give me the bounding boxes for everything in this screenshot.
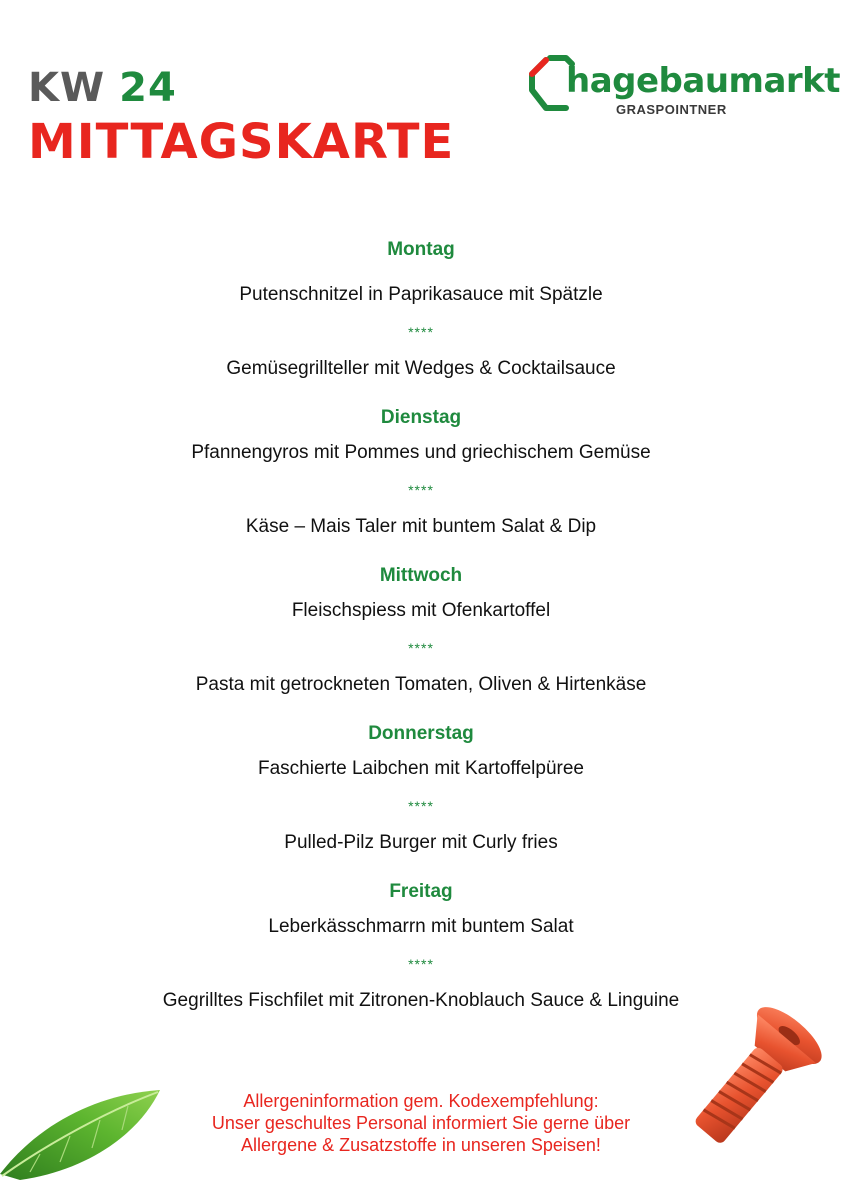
dish-item: Putenschnitzel in Paprikasauce mit Spätzle: [239, 284, 603, 305]
calendar-week-number: 24: [119, 65, 177, 111]
menu-header: [0, 0, 842, 200]
day-block-tuesday: [0, 400, 842, 544]
dish-item: Fleischspiess mit Ofenkartoffel: [291, 600, 551, 621]
dish-item: Pulled-Pilz Burger mit Curly fries: [284, 832, 558, 853]
day-name: Donnerstag: [368, 723, 474, 744]
dish-item: Käse – Mais Taler mit buntem Salat & Dip: [245, 516, 597, 537]
dish-item: Gemüsegrillteller mit Wedges & Cocktailsauce: [226, 358, 616, 379]
day-block-thursday: [0, 716, 842, 860]
logo-brand-name: [566, 61, 841, 101]
dish-separator: ****: [408, 482, 434, 498]
logo-subtitle: GRASPOINTNER: [616, 102, 727, 117]
dish-item: Faschierte Laibchen mit Kartoffelpüree: [258, 758, 584, 779]
page-title: MITTAGSKARTE: [28, 114, 455, 170]
allergen-info: [0, 1090, 842, 1156]
dish-item: Gegrilltes Fischfilet mit Zitronen-Knoblauch Sauce & Linguine: [162, 990, 680, 1011]
dish-item: Pfannengyros mit Pommes und griechischem Gemüse: [191, 442, 651, 463]
day-name: Mittwoch: [379, 565, 463, 586]
hagebaumarkt-logo: [526, 52, 841, 122]
day-name: Montag: [387, 239, 455, 260]
allergen-info-line: Unser geschultes Personal informiert Sie gerne über: [211, 1113, 631, 1133]
calendar-week-label: KW: [28, 65, 106, 111]
day-name: Dienstag: [380, 407, 462, 428]
weekly-menu: [0, 232, 842, 1018]
day-block-monday: [0, 232, 842, 386]
logo-brand-part2: markt: [728, 61, 841, 101]
day-block-friday: [0, 874, 842, 1018]
calendar-week: [28, 65, 177, 111]
allergen-info-line: Allergene & Zusatzstoffe in unseren Speisen!: [241, 1135, 601, 1155]
dish-separator: ****: [408, 640, 434, 656]
allergen-info-line: Allergeninformation gem. Kodexempfehlung:: [243, 1091, 599, 1111]
dish-item: Pasta mit getrockneten Tomaten, Oliven & Hirtenkäse: [195, 674, 647, 695]
dish-separator: ****: [408, 956, 434, 972]
dish-item: Leberkässchmarrn mit buntem Salat: [268, 916, 574, 937]
day-name: Freitag: [389, 881, 453, 902]
dish-separator: ****: [408, 798, 434, 814]
day-block-wednesday: [0, 558, 842, 702]
dish-separator: ****: [408, 324, 434, 340]
logo-brand-part1: hagebau: [566, 61, 729, 101]
